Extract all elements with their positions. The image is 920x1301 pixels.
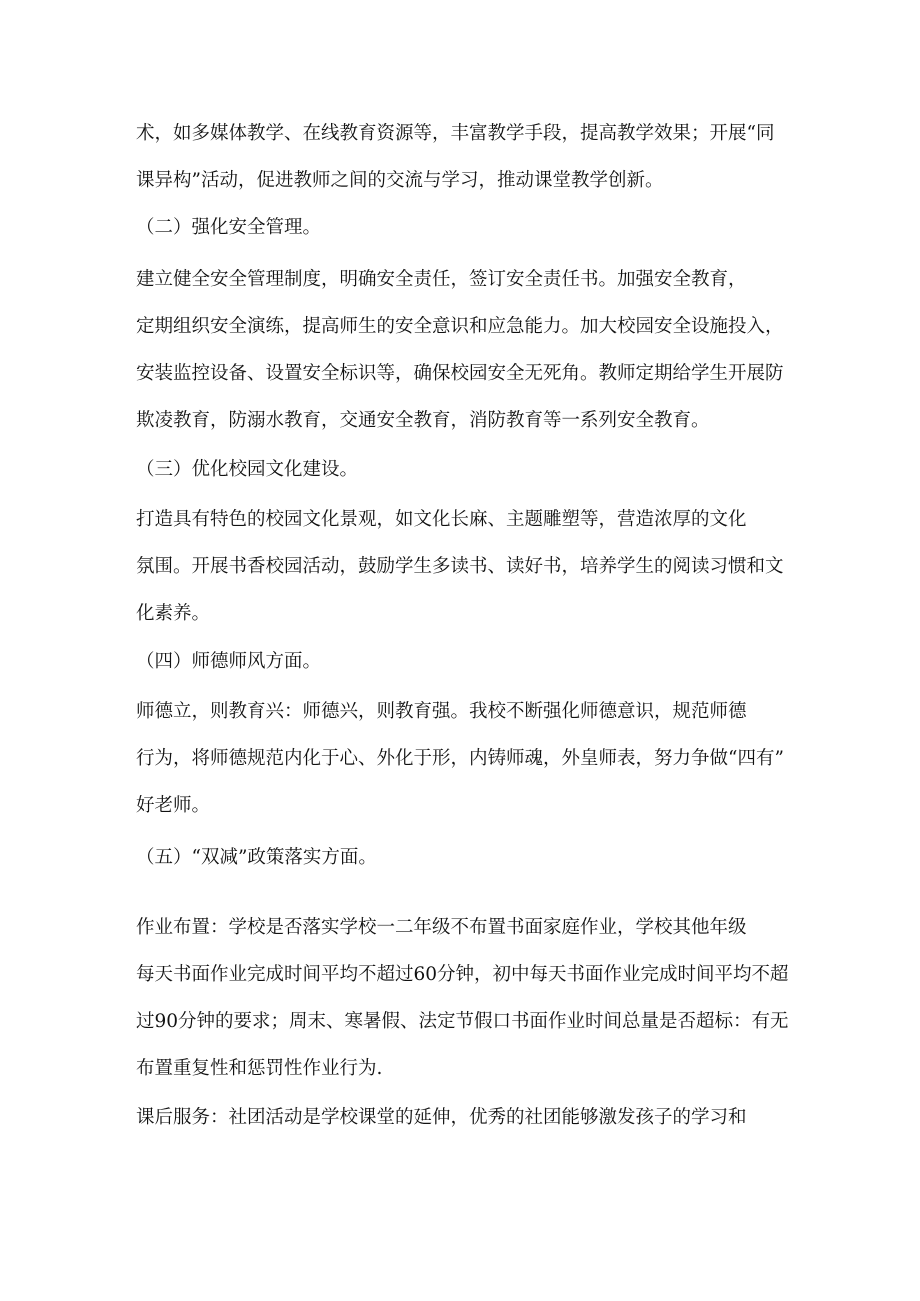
text-line: 建立健全安全管理制度，明确安全责任，签订安全责任书。加强安全教育， [136, 269, 747, 290]
heading-safety-management [136, 204, 792, 251]
section-heading: （二）强化安全管理。 [136, 217, 322, 238]
paragraph-safety-management [136, 256, 792, 444]
section-heading: （三）优化校园文化建设。 [136, 459, 359, 480]
text-line: 欺凌教育，防溺水教育，交通安全教育，消防教育等一系列安全教育。 [136, 410, 710, 431]
text-line: 好老师。 [136, 795, 211, 816]
paragraph-teacher-ethics [136, 688, 792, 829]
text-line: 安装监控设备、设置安全标识等，确保校园安全无死角。教师定期给学生开展防 [136, 363, 784, 384]
paragraph-homework [136, 904, 792, 1092]
section-heading: （四）师德师风方面。 [136, 651, 322, 672]
text-line: 化素养。 [136, 603, 211, 624]
text-line: 术，如多媒体教学、在线教育资源等，丰富教学手段，提高教学效果；开展“同 [136, 123, 775, 144]
section-heading: （五）“双减”政策落实方面。 [136, 847, 377, 868]
text-line: 课后服务：社团活动是学校课堂的延伸，优秀的社团能够激发孩子的学习和 [136, 1107, 747, 1128]
heading-double-reduction [136, 834, 792, 881]
paragraph-campus-culture [136, 496, 792, 637]
paragraph-teaching-methods [136, 110, 792, 204]
text-line: 每天书面作业完成时间平均不超过60分钟，初中每天书面作业完成时间平均不超 [136, 964, 789, 985]
heading-teacher-ethics [136, 638, 792, 685]
paragraph-after-school-service [136, 1094, 792, 1141]
text-line: 打造具有特色的校园文化景观，如文化长麻、主题雕塑等，营造浓厚的文化 [136, 509, 747, 530]
text-line: 布置重复性和惩罚性作业行为. [136, 1058, 383, 1079]
text-line: 作业布置：学校是否落实学校一二年级不布置书面家庭作业，学校其他年级 [136, 917, 747, 938]
text-line: 氛围。开展书香校园活动，鼓励学生多读书、读好书，培养学生的阅读习惯和文 [136, 556, 784, 577]
text-line: 课异构”活动，促进教师之间的交流与学习，推动课堂教学创新。 [136, 170, 664, 191]
text-line: 过90分钟的要求；周末、寒暑假、法定节假口书面作业时间总量是否超标：有无 [136, 1011, 789, 1032]
text-line: 师德立，则教育兴：师德兴，则教育强。我校不断强化师德意识，规范师德 [136, 701, 747, 722]
text-line: 行为，将师德规范内化于心、外化于形，内铸师魂，外皇师表，努力争做“四有” [136, 748, 784, 769]
text-line: 定期组织安全演练，提高师生的安全意识和应急能力。加大校园安全设施投入， [136, 316, 784, 337]
heading-campus-culture [136, 446, 792, 493]
